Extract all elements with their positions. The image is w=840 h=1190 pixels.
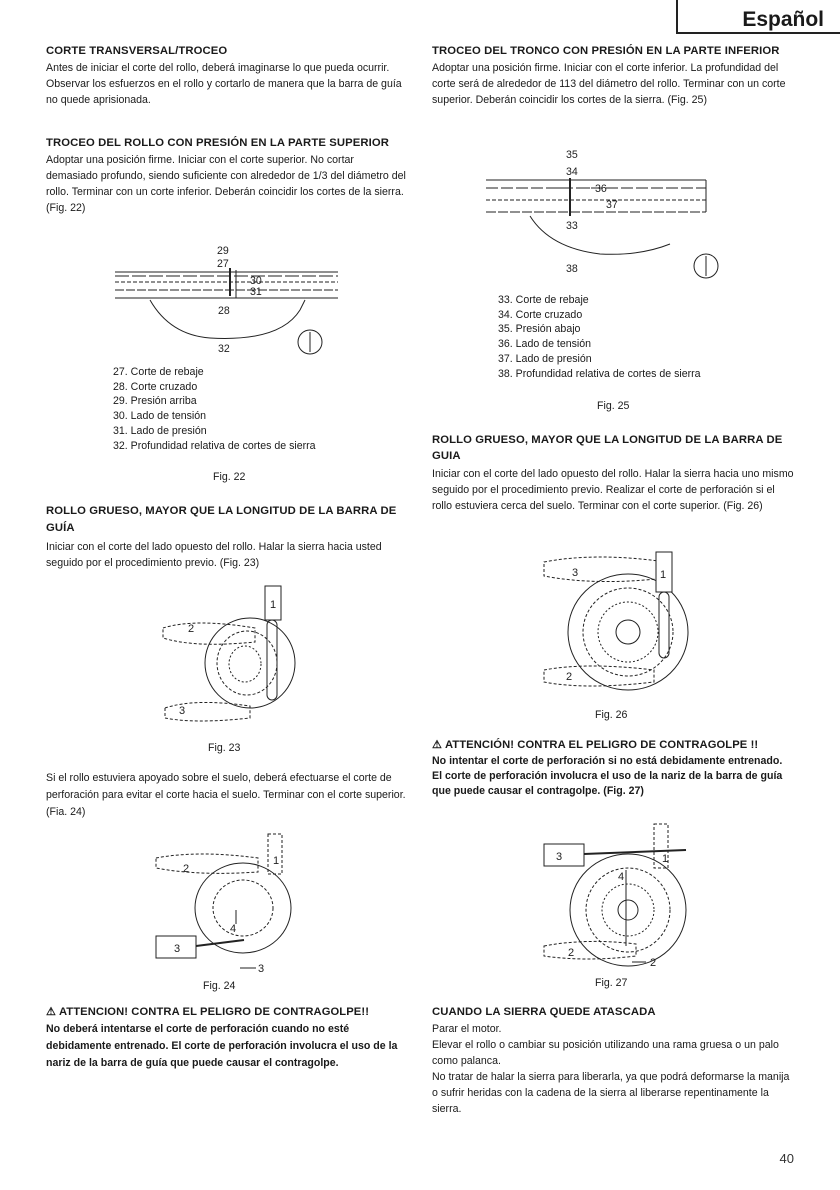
fig25-label: 38 [566, 263, 578, 275]
section-title: CUANDO LA SIERRA QUEDE ATASCADA [432, 1006, 656, 1018]
fig23-label: 2 [188, 623, 195, 635]
fig24-label: 2 [183, 863, 190, 875]
legend-item: 30. Lado de tensión [113, 410, 207, 423]
fig27-label: 4 [618, 871, 625, 883]
warning-kickback-right [432, 738, 794, 799]
legend-item: 35. Presión abajo [498, 323, 581, 336]
fig22-diagram [110, 240, 350, 360]
language-tab [676, 0, 840, 34]
section-ground-log [46, 770, 408, 821]
fig22-legend [113, 365, 316, 453]
warning-triangle-icon: ⚠ [432, 739, 443, 751]
fig25-label: 33 [566, 220, 578, 232]
fig24-diagram [148, 828, 308, 978]
fig22-label: 30 [250, 275, 262, 287]
warning-title-text: ATTENCIÓN! CONTRA EL PELIGRO DE CONTRAGOLPE !! [444, 739, 759, 751]
section-title: TROCEO DEL ROLLO CON PRESIÓN EN LA PARTE SUPERIOR [46, 137, 389, 149]
fig24-label: 1 [273, 855, 280, 867]
legend-item: 33. Corte de rebaje [498, 294, 589, 306]
legend-item: 37. Lado de presión [498, 352, 592, 365]
warning-title [432, 738, 794, 752]
fig22-label: 27 [217, 258, 229, 270]
legend-item: 29. Presión arriba [113, 395, 197, 408]
fig22-label: 31 [250, 286, 262, 298]
warning-body: No deberá intentarse el corte de perforación cuando no esté debidamente entrenado. El corte de perforación involucra el uso de la nariz de la barra de guía que puede causar el contragolpe. [46, 1023, 398, 1069]
section-line: Parar el motor. [432, 1023, 502, 1035]
fig22-label: 32 [218, 343, 230, 355]
fig24-label: 4 [230, 923, 237, 935]
warning-title [46, 1005, 408, 1019]
language-label: Español [742, 8, 824, 31]
fig24-label: 3 [258, 963, 265, 975]
section-body: Adoptar una posición firme. Iniciar con el corte inferior. La profundidad del corte será de alrededor de 113 del diámetro del rollo. Terminar con un corte superior. Deberán coincidir los cortes de la sierra. (Fig. 25) [432, 62, 786, 106]
section-title: ROLLO GRUESO, MAYOR QUE LA LONGITUD DE LA BARRA DE GUÍA [46, 505, 397, 534]
section-saw-stuck [432, 1005, 794, 1117]
fig27-label: 1 [662, 853, 669, 865]
fig25-label: 37 [606, 199, 618, 211]
section-top-pressure [46, 136, 408, 216]
fig22-label: 29 [217, 245, 229, 257]
legend-item: 28. Corte cruzado [113, 380, 198, 393]
fig26-label: 1 [660, 569, 667, 581]
section-body: Iniciar con el corte del lado opuesto del rollo. Halar la sierra hacia uno mismo seguido por el procedimiento previo. Realizar el corte de perforación si el rollo estuviera cerca del suelo. Terminar con el corte superior. (Fig. 26) [432, 468, 794, 512]
legend-item: 36. Lado de tensión [498, 338, 592, 351]
warning-triangle-icon: ⚠ [46, 1006, 57, 1018]
section-line: Elevar el rollo o cambiar su posición utilizando una rama gruesa o un palo como palanca. [432, 1039, 779, 1067]
fig25-legend [498, 293, 701, 381]
section-thick-log-right [432, 432, 794, 514]
fig23-diagram [155, 578, 305, 728]
fig27-diagram [536, 810, 696, 974]
section-body: Adoptar una posición firme. Iniciar con el corte superior. No cortar demasiado profundo, siendo suficiente con alrededor de 1/3 del diámetro del rollo. Terminar con un corte inferior. Deberán coincidir los cortes de la sierra. (Fig. 22) [46, 154, 406, 214]
legend-item: 34. Corte cruzado [498, 308, 583, 321]
section-title: ROLLO GRUESO, MAYOR QUE LA LONGITUD DE LA BARRA DE GUIA [432, 434, 783, 462]
legend-item: 38. Profundidad relativa de cortes de sierra [498, 367, 701, 380]
section-cross-cutting [46, 44, 408, 108]
fig25-label: 35 [566, 149, 578, 161]
fig27-label: 2 [568, 947, 575, 959]
fig25-label: 34 [566, 166, 578, 178]
fig26-caption: Fig. 26 [595, 709, 628, 721]
section-line: No tratar de halar la sierra para liberarla, ya que podrá deformarse la manija o sufrir heridas con la cadena de la sierra al liberarse repentinamente la sierra. [432, 1071, 790, 1115]
legend-item: 27. Corte de rebaje [113, 366, 204, 378]
section-body: Iniciar con el corte del lado opuesto del rollo. Halar la sierra hacia usted seguido por el procedimiento previo. (Fig. 23) [46, 541, 382, 569]
fig26-diagram [536, 540, 696, 700]
warning-title-text: ATTENCION! CONTRA EL PELIGRO DE CONTRAGOLPE!! [58, 1006, 370, 1018]
warning-kickback-left [46, 1005, 408, 1072]
legend-item: 31. Lado de presión [113, 424, 207, 437]
fig23-label: 3 [179, 705, 186, 717]
fig23-label: 1 [270, 599, 277, 611]
section-title: CORTE TRANSVERSAL/TROCEO [46, 45, 228, 57]
fig24-label: 3 [174, 943, 181, 955]
legend-item: 32. Profundidad relativa de cortes de sierra [113, 439, 316, 452]
fig26-label: 2 [566, 671, 573, 683]
fig25-label: 36 [595, 183, 607, 195]
fig22-label: 28 [218, 305, 230, 317]
fig27-label: 2 [650, 957, 657, 969]
fig27-label: 3 [556, 851, 563, 863]
section-bottom-pressure [432, 44, 794, 108]
section-title: TROCEO DEL TRONCO CON PRESIÓN EN LA PARTE INFERIOR [432, 45, 780, 57]
fig26-label: 3 [572, 567, 579, 579]
section-body: Si el rollo estuviera apoyado sobre el suelo, deberá efectuarse el corte de perforación para evitar el corte hacia el suelo. Terminar con el corte superior. (Fia. 24) [46, 772, 406, 818]
fig24-caption: Fig. 24 [203, 980, 236, 992]
warning-body: No intentar el corte de perforación si no está debidamente entrenado. El corte de perforación involucra el uso de la nariz de la barra de guía que puede causar el contragolpe. (Fig. 27) [432, 755, 783, 797]
section-body: Antes de iniciar el corte del rollo, deberá imaginarse lo que pueda ocurrir. Observar los esfuerzos en el rollo y cortarlo de manera que la barra de guía no quede aprisionada. [46, 62, 402, 106]
fig22-caption: Fig. 22 [213, 471, 246, 483]
fig25-diagram [480, 144, 740, 292]
fig23-caption: Fig. 23 [208, 742, 241, 754]
fig25-caption: Fig. 25 [597, 400, 630, 412]
page-number: 40 [779, 1151, 794, 1166]
fig27-caption: Fig. 27 [595, 977, 628, 989]
section-thick-log [46, 503, 408, 571]
